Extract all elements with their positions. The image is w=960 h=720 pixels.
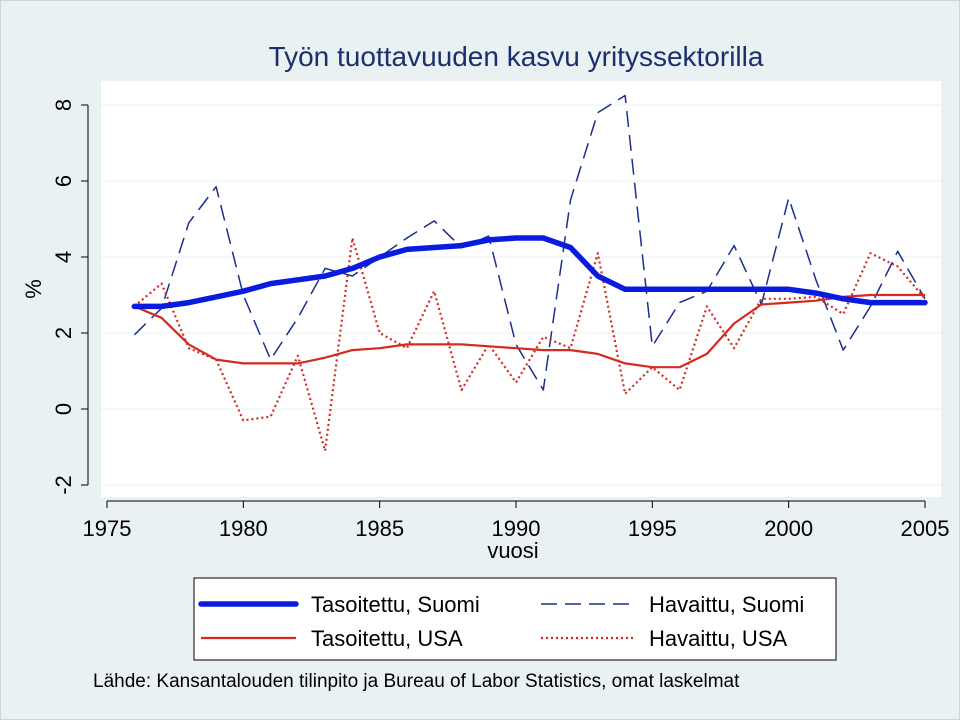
legend-label: Havaittu, Suomi: [649, 592, 805, 617]
legend-label: Tasoitettu, Suomi: [311, 592, 480, 617]
legend-label: Tasoitettu, USA: [311, 626, 463, 651]
line-chart: [1, 1, 959, 719]
y-tick-label: 2: [51, 326, 76, 340]
source-note: Lähde: Kansantalouden tilinpito ja Bureau of Labor Statistics, omat laskelmat: [93, 671, 740, 692]
legend-label: Havaittu, USA: [649, 626, 788, 651]
y-tick-label: -2: [51, 475, 76, 495]
y-tick-label: 8: [51, 98, 76, 112]
chart-title: Työn tuottavuuden kasvu yrityssektorilla: [268, 41, 764, 72]
plot-area: [101, 81, 941, 497]
x-tick-label: 1990: [491, 516, 541, 541]
x-tick-label: 1975: [82, 516, 132, 541]
x-tick-label: 2000: [764, 516, 814, 541]
y-tick-label: 4: [51, 250, 76, 264]
x-tick-label: 1995: [627, 516, 677, 541]
x-axis-title: vuosi: [487, 538, 539, 563]
x-tick-label: 1980: [218, 516, 268, 541]
x-tick-label: 2005: [900, 516, 950, 541]
y-axis-title: %: [21, 279, 46, 299]
y-tick-label: 6: [51, 174, 76, 188]
x-tick-label: 1985: [355, 516, 405, 541]
y-tick-label: 0: [51, 402, 76, 416]
